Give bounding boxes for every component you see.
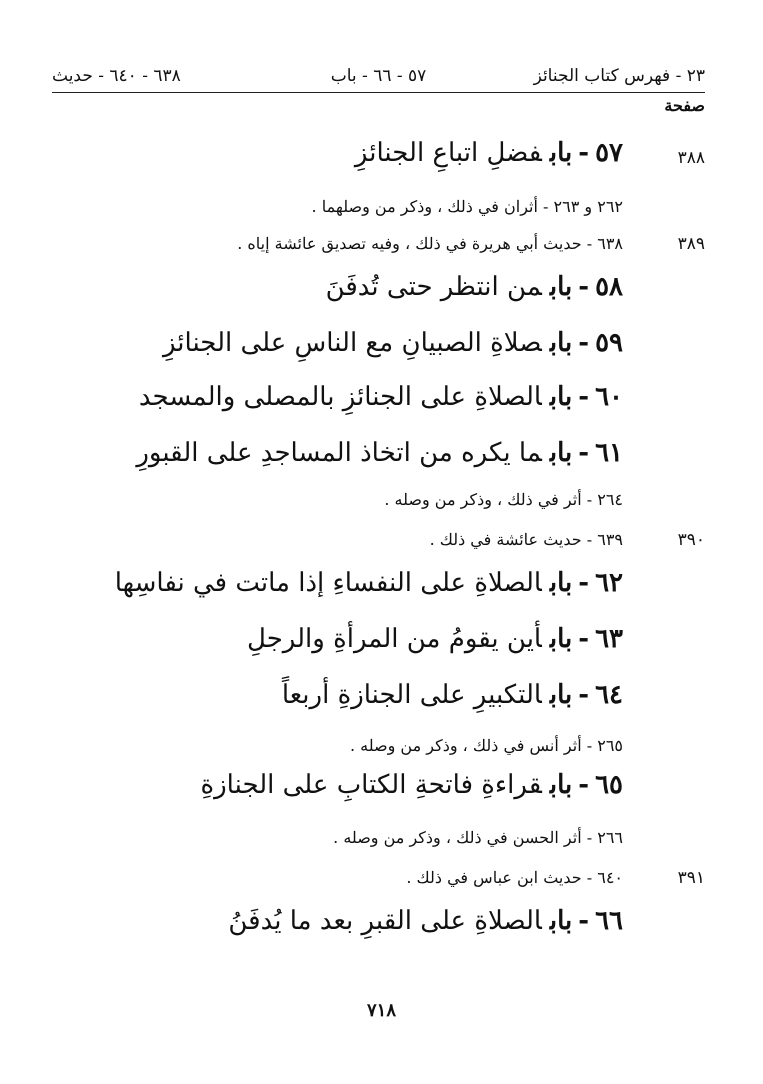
- chapter-dash: -: [578, 906, 590, 936]
- chapter-57: [355, 138, 623, 168]
- hadith-638: ٦٣٨ - حديث أبي هريرة في ذلك ، وفيه تصديق عائشة إياه .: [237, 234, 623, 253]
- chapter-word: باب: [549, 138, 573, 168]
- chapter-word: باب: [549, 438, 573, 468]
- chapter-dash: -: [578, 272, 590, 302]
- chapter-word: باب: [549, 770, 573, 800]
- chapter-64: [282, 680, 623, 710]
- page-number-390: ٣٩٠: [677, 530, 705, 550]
- chapter-number: ٥٩: [595, 328, 623, 358]
- page-column-label: صفحة: [664, 96, 705, 115]
- chapter-dash: -: [578, 138, 590, 168]
- page-number-391: ٣٩١: [677, 868, 705, 888]
- athar-265: ٢٦٥ - أثر أنس في ذلك ، وذكر من وصله .: [349, 736, 623, 755]
- chapter-word: باب: [549, 906, 573, 936]
- athar-266: ٢٦٦ - أثر الحسن في ذلك ، وذكر من وصله .: [333, 828, 623, 847]
- chapter-word: باب: [549, 328, 573, 358]
- chapter-word: باب: [549, 272, 573, 302]
- hadith-640: ٦٤٠ - حديث ابن عباس في ذلك .: [406, 868, 623, 887]
- chapter-word: باب: [549, 568, 573, 598]
- chapter-number: ٦٥: [595, 770, 623, 800]
- chapter-66: [228, 906, 623, 936]
- hadith-639: ٦٣٩ - حديث عائشة في ذلك .: [429, 530, 623, 549]
- chapter-number: ٦٦: [595, 906, 623, 936]
- chapter-dash: -: [578, 438, 590, 468]
- chapter-title: صلاةِ الصبيانِ مع الناسِ على الجنائزِ: [162, 328, 542, 358]
- chapter-word: باب: [549, 680, 573, 710]
- chapter-word: باب: [549, 382, 573, 412]
- header-hadith-range: ٦٣٨ - ٦٤٠ - حديث: [52, 66, 181, 86]
- chapter-number: ٥٨: [595, 272, 623, 302]
- chapter-dash: -: [578, 680, 590, 710]
- chapter-title: أين يقومُ من المرأةِ والرجلِ: [247, 624, 542, 654]
- chapter-number: ٦٣: [595, 624, 623, 654]
- chapter-title: فضلِ اتباعِ الجنائزِ: [354, 138, 542, 168]
- chapter-62: [115, 568, 623, 598]
- page-number-389: ٣٨٩: [677, 234, 705, 254]
- chapter-number: ٦٠: [595, 382, 623, 412]
- chapter-dash: -: [578, 770, 590, 800]
- header-section-title: ٢٣ - فهرس كتاب الجنائز: [533, 66, 705, 86]
- chapter-63: [247, 624, 623, 654]
- chapter-61: [136, 438, 623, 468]
- chapter-dash: -: [578, 382, 590, 412]
- chapter-title: من انتظر حتى تُدفَنَ: [325, 272, 542, 302]
- chapter-title: التكبيرِ على الجنازةِ أربعاً: [281, 680, 542, 710]
- chapter-60: [139, 382, 623, 412]
- chapter-65: [201, 770, 624, 800]
- chapter-word: باب: [549, 624, 573, 654]
- chapter-number: ٦٢: [595, 568, 623, 598]
- chapter-title: الصلاةِ على الجنائزِ بالمصلى والمسجد: [138, 382, 542, 412]
- chapter-number: ٦٤: [595, 680, 623, 710]
- chapter-number: ٥٧: [595, 138, 623, 168]
- chapter-dash: -: [578, 568, 590, 598]
- chapter-title: الصلاةِ على النفساءِ إذا ماتت في نفاسِها: [114, 568, 542, 598]
- athar-262-263: ٢٦٢ و ٢٦٣ - أثران في ذلك ، وذكر من وصلهما .: [311, 197, 623, 216]
- chapter-title: ما يكره من اتخاذ المساجدِ على القبورِ: [136, 438, 542, 468]
- chapter-title: الصلاةِ على القبرِ بعد ما يُدفَنُ: [228, 906, 542, 936]
- chapter-number: ٦١: [595, 438, 623, 468]
- footer-page-number: ٧١٨: [366, 1000, 396, 1021]
- running-header: [52, 60, 705, 92]
- chapter-59: [163, 328, 623, 358]
- header-divider: [52, 92, 705, 93]
- chapter-dash: -: [578, 624, 590, 654]
- chapter-dash: -: [578, 328, 590, 358]
- chapter-58: [326, 272, 623, 302]
- athar-264: ٢٦٤ - أثر في ذلك ، وذكر من وصله .: [384, 490, 623, 509]
- header-chapter-range: ٥٧ - ٦٦ - باب: [330, 66, 427, 86]
- page-number-388: ٣٨٨: [677, 148, 705, 168]
- chapter-title: قراءةِ فاتحةِ الكتابِ على الجنازةِ: [200, 770, 542, 800]
